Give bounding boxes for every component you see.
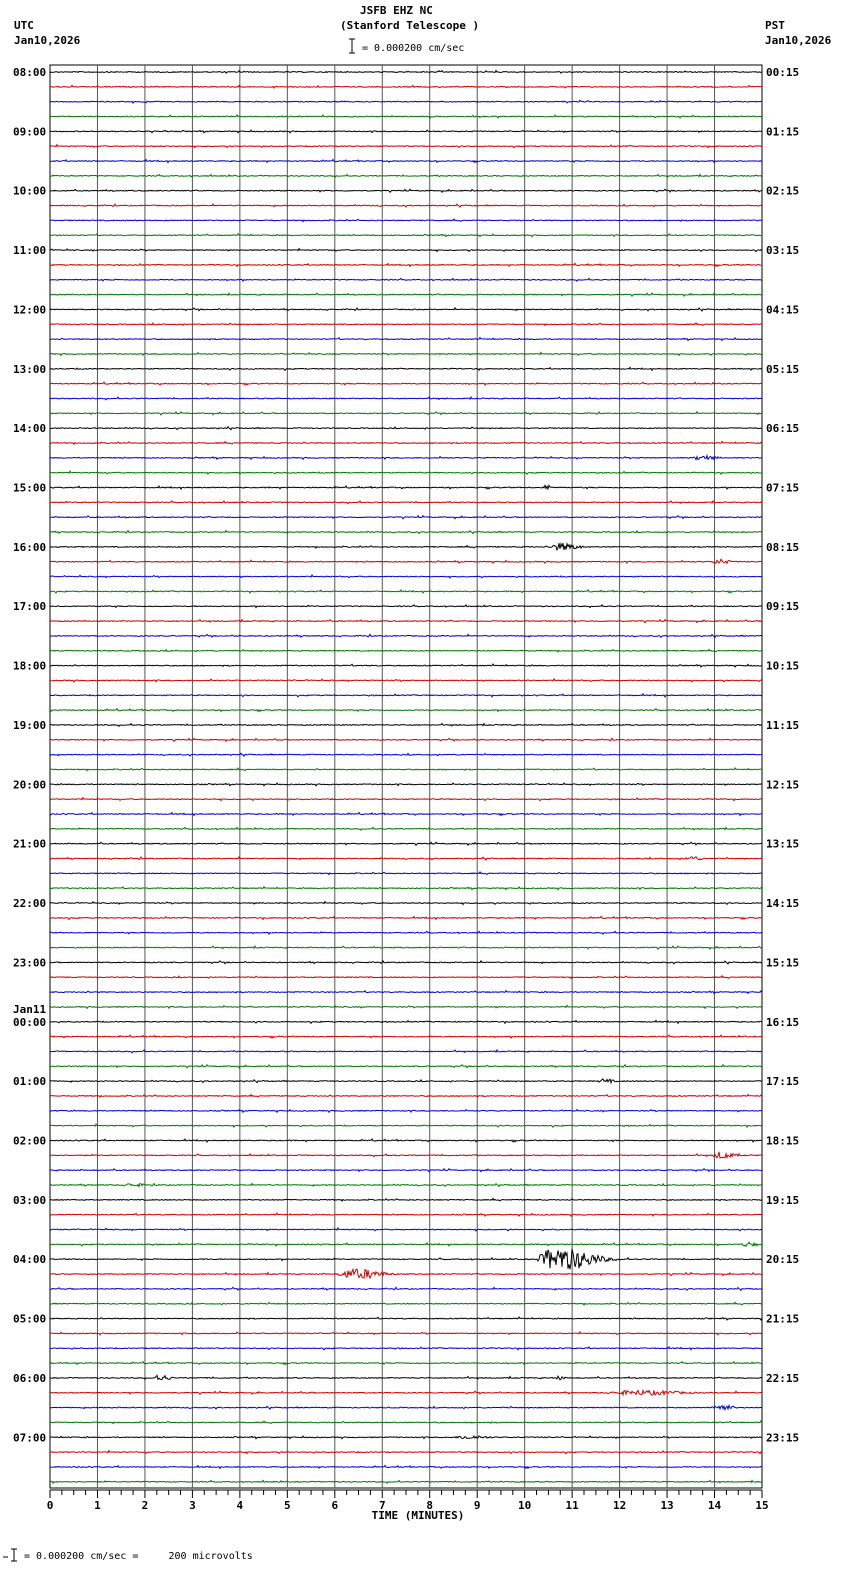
trace-row-75 — [50, 1183, 762, 1186]
trace-row-7 — [50, 174, 762, 177]
trace-row-68 — [50, 1079, 762, 1083]
trace-row-87 — [50, 1362, 762, 1365]
trace-row-19 — [50, 352, 762, 355]
pst-hour-label: 21:15 — [766, 1312, 800, 1326]
trace-row-40 — [50, 664, 762, 667]
trace-row-88 — [50, 1375, 762, 1379]
trace-row-30 — [50, 516, 762, 519]
station-title: JSFB EHZ NC — [360, 4, 433, 17]
trace-row-18 — [50, 338, 762, 341]
trace-row-92 — [50, 1436, 762, 1439]
trace-row-12 — [50, 249, 762, 252]
trace-row-31 — [50, 531, 762, 534]
pst-hour-label: 02:15 — [766, 184, 800, 198]
trace-row-57 — [50, 916, 762, 919]
trace-row-13 — [50, 263, 762, 266]
utc-hour-label: 23:00 — [13, 956, 47, 970]
trace-row-78 — [50, 1228, 762, 1231]
trace-row-22 — [50, 397, 762, 400]
utc-hour-label: 07:00 — [13, 1431, 47, 1445]
trace-row-1 — [50, 85, 762, 88]
trace-row-41 — [50, 679, 762, 682]
pst-hour-label: 04:15 — [766, 303, 800, 317]
left-date: Jan10,2026 — [14, 34, 81, 47]
utc-hour-label: 09:00 — [13, 125, 47, 139]
trace-row-61 — [50, 976, 762, 979]
x-tick-label: 8 — [426, 1499, 434, 1512]
x-tick-label: 14 — [707, 1499, 722, 1512]
trace-row-34 — [50, 575, 762, 578]
trace-row-24 — [50, 427, 762, 430]
trace-row-39 — [50, 649, 762, 652]
utc-hour-label: 16:00 — [13, 540, 47, 554]
x-tick-label: 7 — [378, 1499, 386, 1512]
trace-row-21 — [50, 382, 762, 385]
trace-row-71 — [50, 1124, 762, 1127]
utc-hour-label: 10:00 — [13, 184, 47, 198]
footer-scale-icon — [3, 1549, 17, 1561]
trace-row-72 — [50, 1139, 762, 1142]
trace-row-74 — [50, 1169, 762, 1172]
x-tick-label: 2 — [141, 1499, 149, 1512]
x-axis-title: TIME (MINUTES) — [371, 1509, 465, 1522]
x-tick-label: 10 — [518, 1499, 532, 1512]
pst-hour-label: 23:15 — [766, 1431, 800, 1445]
trace-row-62 — [50, 991, 762, 994]
utc-hour-label: 21:00 — [13, 837, 47, 851]
trace-row-20 — [50, 367, 762, 370]
x-tick-label: 5 — [284, 1499, 291, 1512]
trace-row-8 — [50, 189, 762, 192]
trace-row-81 — [50, 1269, 762, 1278]
utc-hour-label: 15:00 — [13, 481, 47, 495]
trace-row-73 — [50, 1152, 762, 1158]
x-tick-label: 4 — [236, 1499, 244, 1512]
pst-hour-label: 01:15 — [766, 125, 800, 139]
trace-row-28 — [50, 485, 762, 489]
utc-hour-label: 02:00 — [13, 1134, 47, 1148]
trace-row-9 — [50, 204, 762, 207]
trace-row-2 — [50, 100, 762, 103]
trace-row-33 — [50, 559, 762, 563]
trace-row-6 — [50, 160, 762, 163]
trace-row-14 — [50, 278, 762, 281]
trace-row-45 — [50, 738, 762, 741]
trace-row-94 — [50, 1465, 762, 1468]
scale-bar-icon — [349, 39, 355, 53]
trace-row-70 — [50, 1110, 762, 1113]
trace-row-37 — [50, 620, 762, 623]
pst-hour-label: 08:15 — [766, 540, 800, 554]
right-date: Jan10,2026 — [765, 34, 832, 47]
trace-row-0 — [50, 71, 762, 74]
trace-row-90 — [50, 1406, 762, 1410]
trace-row-59 — [50, 946, 762, 949]
date-change-label: Jan11 — [13, 1002, 47, 1016]
x-tick-label: 12 — [612, 1499, 627, 1512]
trace-row-65 — [50, 1035, 762, 1038]
trace-row-67 — [50, 1065, 762, 1068]
utc-hour-label: 22:00 — [13, 897, 47, 911]
trace-row-91 — [50, 1421, 762, 1424]
trace-row-84 — [50, 1317, 762, 1320]
trace-row-11 — [50, 234, 762, 237]
trace-row-85 — [50, 1332, 762, 1335]
trace-row-23 — [50, 412, 762, 415]
trace-row-27 — [50, 471, 762, 474]
pst-hour-label: 17:15 — [766, 1075, 800, 1089]
pst-hour-label: 06:15 — [766, 422, 800, 436]
trace-row-44 — [50, 724, 762, 727]
trace-row-52 — [50, 842, 762, 845]
trace-row-60 — [50, 961, 762, 964]
trace-row-17 — [50, 323, 762, 326]
site-title: (Stanford Telescope ) — [340, 19, 480, 32]
utc-hour-label: 11:00 — [13, 244, 47, 258]
seismic-traces — [50, 71, 762, 1484]
x-tick-label: 0 — [46, 1499, 54, 1512]
utc-hour-label: 00:00 — [13, 1015, 47, 1029]
x-tick-label: 9 — [473, 1499, 481, 1512]
trace-row-53 — [50, 857, 762, 860]
trace-row-3 — [50, 115, 762, 118]
trace-row-48 — [50, 783, 762, 786]
trace-row-80 — [50, 1249, 762, 1269]
utc-hour-label: 03:00 — [13, 1193, 47, 1207]
trace-row-16 — [50, 308, 762, 311]
right-timezone: PST — [765, 19, 785, 32]
left-timezone: UTC — [14, 19, 34, 32]
trace-row-43 — [50, 709, 762, 712]
trace-row-77 — [50, 1213, 762, 1216]
trace-row-76 — [50, 1198, 762, 1201]
utc-hour-label: 04:00 — [13, 1253, 47, 1267]
trace-row-36 — [50, 605, 762, 608]
trace-row-46 — [50, 753, 762, 756]
trace-row-66 — [50, 1050, 762, 1053]
trace-row-29 — [50, 501, 762, 504]
utc-hour-label: 19:00 — [13, 718, 47, 732]
pst-hour-label: 12:15 — [766, 778, 800, 792]
x-tick-label: 11 — [565, 1499, 579, 1512]
pst-hour-label: 11:15 — [766, 718, 800, 732]
x-tick-label: 6 — [331, 1499, 339, 1512]
trace-row-42 — [50, 694, 762, 697]
pst-hour-label: 20:15 — [766, 1253, 800, 1267]
trace-row-64 — [50, 1020, 762, 1023]
trace-row-63 — [50, 1005, 762, 1008]
trace-row-54 — [50, 872, 762, 875]
trace-row-79 — [50, 1242, 762, 1246]
trace-row-89 — [50, 1390, 762, 1395]
trace-row-83 — [50, 1302, 762, 1305]
pst-hour-label: 22:15 — [766, 1371, 800, 1385]
pst-hour-label: 14:15 — [766, 897, 800, 911]
trace-row-58 — [50, 931, 762, 934]
pst-hour-label: 18:15 — [766, 1134, 800, 1148]
utc-hour-label: 17:00 — [13, 600, 47, 614]
x-tick-label: 13 — [660, 1499, 674, 1512]
pst-hour-label: 10:15 — [766, 659, 800, 673]
utc-hour-label: 05:00 — [13, 1312, 47, 1326]
trace-row-82 — [50, 1287, 762, 1290]
trace-row-56 — [50, 902, 762, 905]
x-tick-label: 3 — [189, 1499, 196, 1512]
footer-scale-note: = 0.000200 cm/sec = 200 microvolts — [24, 1551, 253, 1562]
utc-hour-label: 06:00 — [13, 1371, 47, 1385]
trace-row-95 — [50, 1480, 762, 1483]
trace-row-47 — [50, 768, 762, 771]
trace-row-69 — [50, 1094, 762, 1097]
trace-row-38 — [50, 634, 762, 637]
utc-hour-label: 18:00 — [13, 659, 47, 673]
trace-row-51 — [50, 827, 762, 830]
trace-row-35 — [50, 590, 762, 593]
trace-row-25 — [50, 441, 762, 444]
pst-hour-label: 15:15 — [766, 956, 800, 970]
trace-row-5 — [50, 145, 762, 148]
pst-hour-label: 09:15 — [766, 600, 800, 614]
utc-hour-label: 12:00 — [13, 303, 47, 317]
trace-row-32 — [50, 543, 762, 550]
pst-hour-label: 19:15 — [766, 1193, 800, 1207]
utc-hour-label: 14:00 — [13, 422, 47, 436]
pst-hour-label: 00:15 — [766, 66, 800, 79]
x-tick-label: 15 — [755, 1499, 769, 1512]
trace-row-93 — [50, 1451, 762, 1454]
pst-hour-label: 16:15 — [766, 1015, 800, 1029]
utc-hour-label: 13:00 — [13, 362, 47, 376]
pst-hour-label: 07:15 — [766, 481, 800, 495]
scale-bar-text: = 0.000200 cm/sec — [362, 43, 465, 54]
utc-hour-label: 01:00 — [13, 1075, 47, 1089]
pst-hour-label: 05:15 — [766, 362, 800, 376]
utc-hour-label: 08:00 — [13, 66, 47, 79]
trace-row-26 — [50, 456, 762, 460]
trace-row-4 — [50, 130, 762, 133]
utc-hour-label: 20:00 — [13, 778, 47, 792]
trace-row-50 — [50, 812, 762, 815]
trace-row-49 — [50, 798, 762, 801]
pst-hour-label: 03:15 — [766, 244, 800, 258]
x-tick-label: 1 — [94, 1499, 101, 1512]
trace-row-86 — [50, 1347, 762, 1350]
trace-row-15 — [50, 293, 762, 296]
trace-row-55 — [50, 887, 762, 890]
pst-hour-label: 13:15 — [766, 837, 800, 851]
trace-row-10 — [50, 219, 762, 222]
